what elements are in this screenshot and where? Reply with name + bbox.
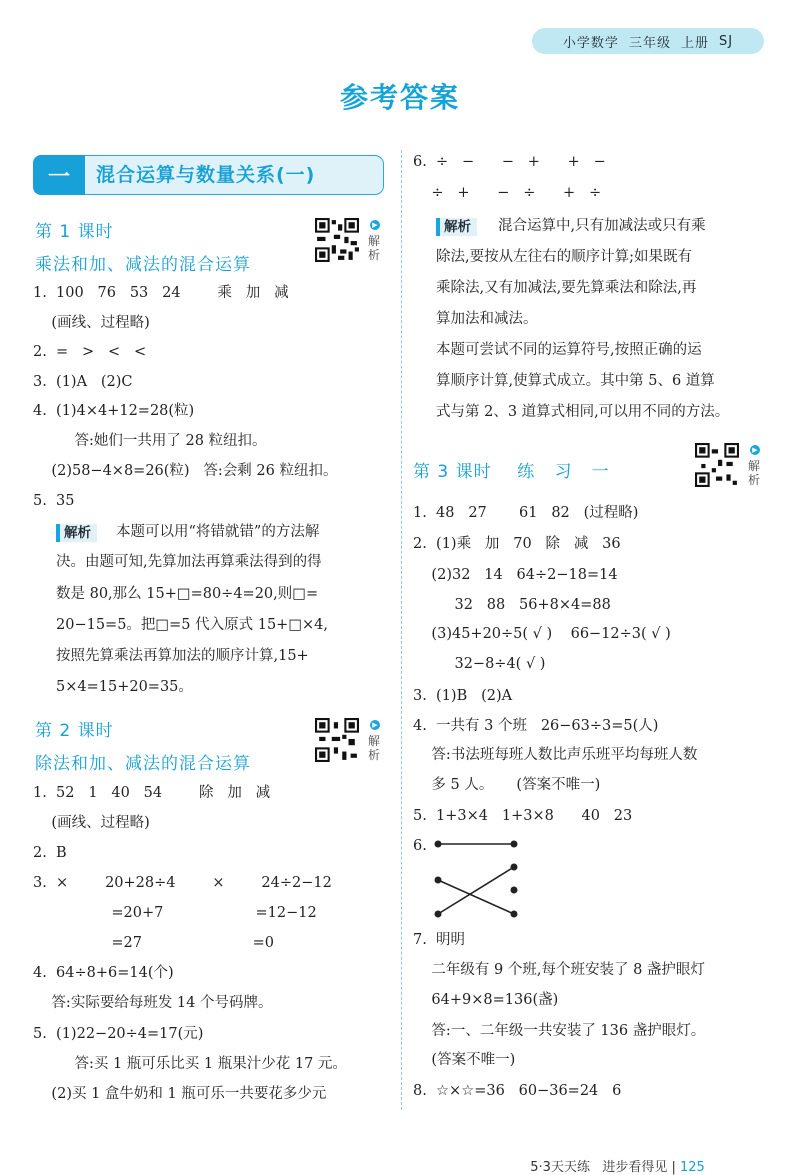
header-grade: 三年级 [628,35,671,51]
qr-block-3[interactable] [695,443,739,491]
l2-line: (2)买 1 盒牛奶和 1 瓶可乐一共要花多少元 [33,1086,327,1102]
l1-line: (2)58−4×8=26(粒) 答:会剩 26 粒纽扣。 [33,463,338,479]
analysis-tag: 解析 [56,522,97,542]
l3-line: 6. [413,838,427,854]
lesson3-label: 第 3 课时 练 习 一 [413,462,610,482]
analysis-line: 决。由题可知,先算加法再算乘法得到的得 [56,554,322,570]
qr-block-1[interactable] [315,218,359,266]
l3-line: 3. (1)B (2)A [413,688,513,704]
match-dot [511,887,518,894]
qr-code-icon [315,718,359,762]
unit-title: 混合运算与数量关系(一) [96,164,316,186]
analysis-line: 算顺序计算,使算式成立。其中第 5、6 道算 [436,373,715,389]
analysis-line: 5×4=15+20=35。 [56,679,193,695]
qr-block-2[interactable] [315,718,359,766]
lesson2-label: 第 2 课时 [35,721,114,741]
qr-code-icon [315,218,359,262]
l1-line: 3. (1)A (2)C [33,374,133,390]
analysis-line: 20−15=5。把□=5 代入原式 15+□×4, [56,617,329,633]
l3-line: 5. 1+3×4 1+3×8 40 23 [413,808,633,824]
analysis-line: 式与第 2、3 道算式相同,可以用不同的方法。 [436,404,730,420]
match-line [438,880,514,914]
l2-line: =27 =0 [33,935,274,951]
l1-line: 答:她们一共用了 28 粒纽扣。 [33,433,267,449]
l2-line: =20+7 =12−12 [33,905,317,921]
column-divider [401,150,402,1110]
l1-line: 4. (1)4×4+12=28(粒) [33,403,195,419]
l3-line: (答案不唯一) [413,1052,516,1068]
play-icon: ▶ [370,720,380,730]
analysis-line: 本题可尝试不同的运算符号,按照正确的运 [436,342,702,358]
l3-line: 7. 明明 [413,932,466,948]
l3-line: 1. 48 27 61 82 (过程略) [413,505,639,521]
l2-line: 答:实际要给每班发 14 个号码牌。 [33,995,273,1011]
l2-line: 3. × 20+28÷4 × 24÷2−12 [33,875,332,891]
l3-line: 8. ☆×☆=36 60−36=24 6 [413,1083,622,1099]
l3-line: 64+9×8=136(盏) [413,992,559,1008]
l3-line: 32 88 56+8×4=88 [413,597,611,613]
footer-brand: 5·3天天练 进步看得见 [530,1160,668,1175]
l3-line: (3)45+20÷5( √ ) 66−12÷3( √ ) [413,626,671,642]
lesson1-topic: 乘法和加、减法的混合运算 [35,255,251,275]
page-title: 参考答案 [339,81,460,114]
l3-line: (2)32 14 64÷2−18=14 [413,567,618,583]
header-pill [532,28,764,54]
analysis-line: 按照先算乘法再算加法的顺序计算,15+ [56,648,309,664]
analysis-line: 数是 80,那么 15+□=80÷4=20,则□= [56,586,319,602]
l2-line: 4. 64÷8+6=14(个) [33,965,174,981]
l3-line: 答:书法班每班人数比声乐班平均每班人数 [413,747,698,763]
l1-line: 2. = > < < [33,344,147,360]
l2-line: (画线、过程略) [33,815,150,831]
l3-line: 2. (1)乘 加 70 除 减 36 [413,536,621,552]
match-line [438,867,514,914]
lesson1-label: 第 1 课时 [35,222,114,242]
qr-label: 解析 [368,734,381,762]
footer: 5·3天天练 进步看得见 | 125 [530,1160,705,1175]
analysis-line: 除法,要按从左往右的顺序计算;如果既有 [436,249,692,265]
header-edition: SJ [718,33,734,49]
l2-line: 1. 52 1 40 54 除 加 减 [33,785,271,801]
l3-line: 答:一、二年级一共安装了 136 盏护眼灯。 [413,1023,706,1039]
header-volume: 上册 [680,35,709,51]
l1-line: 1. 100 76 53 24 乘 加 减 [33,285,289,301]
qr-label: 解析 [368,234,381,262]
qr-label: 解析 [748,459,761,487]
analysis-line: 本题可以用“将错就错”的方法解 [116,524,320,540]
analysis-line: 乘除法,又有加减法,要先算乘法和除法,再 [436,280,697,296]
l3-line: 二年级有 9 个班,每个班安装了 8 盏护眼灯 [413,962,705,978]
lesson2-topic: 除法和加、减法的混合运算 [35,754,251,774]
l2-line: 5. (1)22−20÷4=17(元) [33,1026,204,1042]
l1-line: 5. 35 [33,493,75,509]
l1-line: (画线、过程略) [33,315,150,331]
page-number: 125 [680,1160,705,1175]
l3-line: 32−8÷4( √ ) [413,656,546,672]
l2-line: 2. B [33,845,67,861]
matching-diagram [432,838,524,922]
play-icon: ▶ [750,445,760,455]
play-icon: ▶ [370,220,380,230]
r-line: 6. ÷ − − + + − [413,154,606,170]
analysis-line: 混合运算中,只有加减法或只有乘 [498,218,706,234]
l2-line: 答:买 1 瓶可乐比买 1 瓶果汁少花 17 元。 [33,1056,347,1072]
analysis-line: 算加法和减法。 [436,311,538,327]
r-line: ÷ + − ÷ + ÷ [413,185,602,201]
l3-line: 4. 一共有 3 个班 26−63÷3=5(人) [413,718,659,734]
qr-code-icon [695,443,739,487]
header-subject: 小学数学 [562,35,619,51]
analysis-tag: 解析 [436,216,477,236]
unit-number: 一 [33,155,85,195]
l3-line: 多 5 人。 (答案不唯一) [413,777,601,793]
